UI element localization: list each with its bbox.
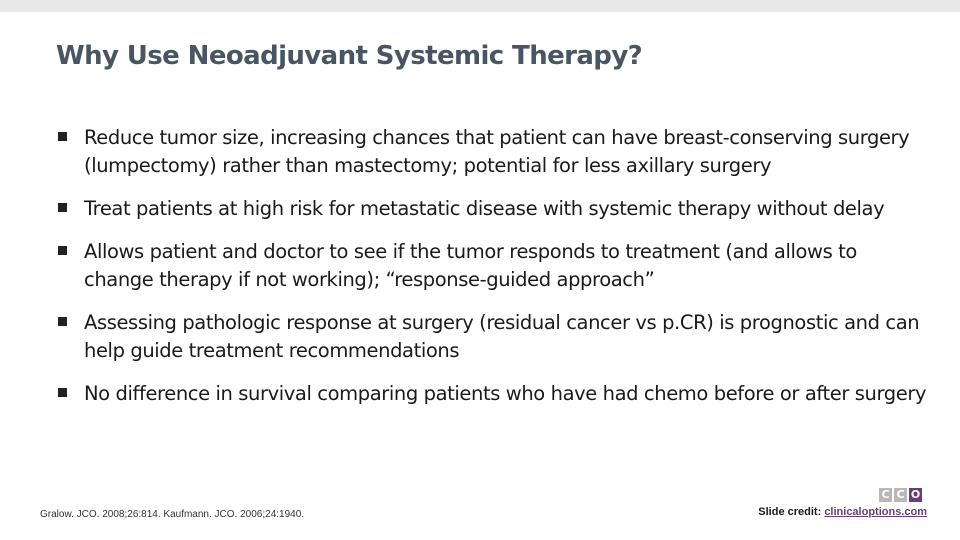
bullet-text: No difference in survival comparing patients who have had chemo before or after surgery: [84, 382, 927, 405]
clinicaloptions-link[interactable]: clinicaloptions.com: [824, 506, 927, 518]
square-bullet-icon: [58, 203, 67, 212]
bullet-item: [58, 238, 928, 294]
bullet-item: [58, 195, 928, 223]
square-bullet-icon: [58, 388, 67, 397]
cco-logo-icon: [879, 488, 922, 502]
square-bullet-icon: [58, 246, 67, 255]
reference-citation: Gralow. JCO. 2008;26:814. Kaufmann. JCO. 2006;24:1940.: [40, 509, 305, 520]
top-band: [0, 0, 960, 12]
bullet-text: Reduce tumor size, increasing chances that patient can have breast-conserving surgery (lumpectomy) rather than mastectomy; potential for less axillary surgery: [84, 126, 910, 177]
bullet-text: Treat patients at high risk for metastatic disease with systemic therapy without delay: [84, 197, 885, 220]
bullet-list: [58, 124, 928, 423]
square-bullet-icon: [58, 317, 67, 326]
slide-credit: [758, 506, 927, 518]
bullet-text: Allows patient and doctor to see if the tumor responds to treatment (and allows to change therapy if not working); “response-guided approach”: [84, 240, 857, 291]
logo-letter-o: O: [910, 488, 921, 501]
logo-letter-c2: C: [894, 488, 907, 502]
bullet-item: [58, 380, 928, 408]
bullet-item: [58, 309, 928, 365]
logo-letter-c1: C: [879, 488, 892, 502]
slide-title: Why Use Neoadjuvant Systemic Therapy?: [56, 41, 643, 71]
bullet-item: [58, 124, 928, 180]
square-bullet-icon: [58, 132, 67, 141]
bullet-text: Assessing pathologic response at surgery (residual cancer vs p.CR) is prognostic and can help guide treatment recommendations: [84, 311, 920, 362]
slide-credit-label: Slide credit:: [758, 506, 825, 518]
